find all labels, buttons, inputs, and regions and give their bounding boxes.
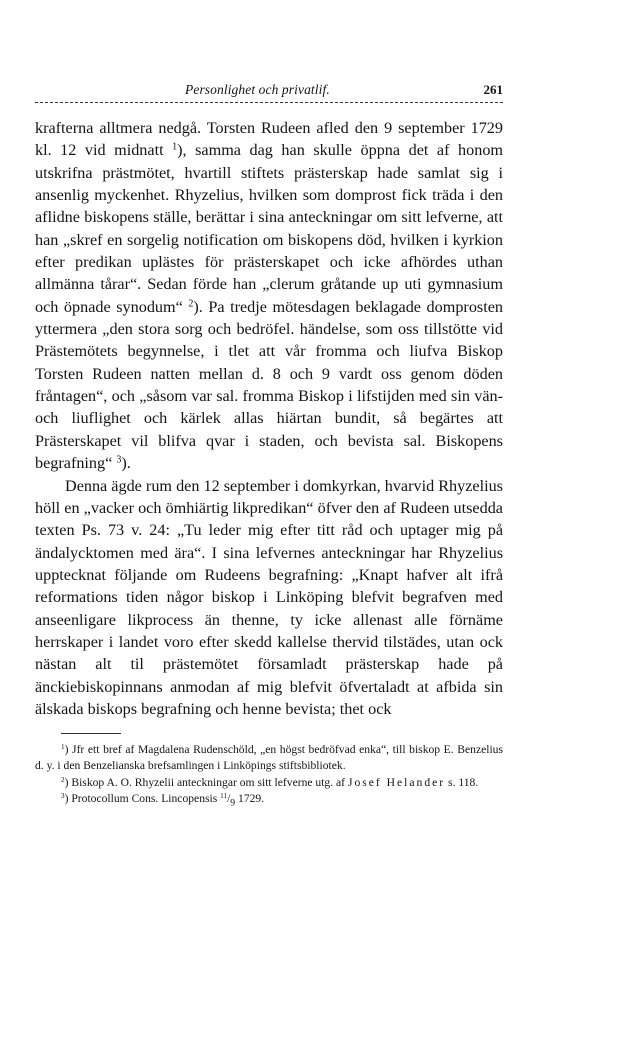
footnote-ref-1: 1 [172, 141, 178, 153]
footnote-1: $^1$) Jfr ett bref af Magdalena Rudenschöld, „en högst bedröfvad enka“, till biskop E. Benzelius d. y. i den Benzelianska brefsamlingen i Linköpings stiftsbibliotek. [35, 743, 503, 773]
footnote-ref-2: 2 [188, 298, 194, 310]
main-text [35, 117, 503, 720]
footnote-3: $^3$) Protocollum Cons. Lincopensis $^{11}/_9$ 1729. [61, 791, 265, 809]
footnote-separator [61, 733, 121, 734]
footnotes [35, 742, 503, 811]
header-rule [35, 102, 503, 103]
running-header [35, 80, 503, 102]
paragraph-2: Denna ägde rum den 12 september i domkyrkan, hvarvid Rhyzelius höll en „vacker och ömhiärtig likpredikan“ öfver den af Rudeen utsedda texten Ps. 73 v. 24: „Tu leder mig efter titt råd och uptager mig på ändalycktomen med ära“. I sina lefvernes anteckningar har Rhyzelius upptecknat följande om Rudeens begrafning: „Knapt hafver alt ifrå reformations tiden någor biskop i Linköping blefvit begrafven med anseenligare likprocess än thenne, ty icke allenast alle förnäme herrskaper i landet voro efter skedd kallelse thervid tilstädes, utan ock nästan alt til prästemötet församladt prästerskap hade på änckiebiskopinnans anmodan af mig blefvit öfvertaladt at afbida sin älskada biskops begrafning och henne bevista; thet ock [35, 476, 503, 718]
footnote-2-author: Josef Helander [347, 775, 446, 789]
page-number: 261 [483, 82, 503, 97]
paragraph-1: krafterna alltmera nedgå. Torsten Rudeen afled den 9 september 1729 kl. 12 vid midnatt $^1$), samma dag han skulle öppna det af honom utskrifna prästmötet, hvartill stiftets prästerskap hade samlat sig i ansenlig myckenhet. Rhyzelius, hvilken som domprost fick träda i den aflidne biskopens ställe, berättar i sina anteckningar om sitt lefverne, att han „skref en sorgelig notification om biskopens död, hvilken i kyrkion efter predikan uplästes för prästerskapet och icke afhördes uthan allmänna tårar“. Sedan förde han „clerum gråtande up uti gymnasium och öpnade synodum“ $^2$). Pa tredje mötesdagen beklagade domprosten yttermera „den stora sorg och bedröfel. händelse, som oss tillstötte vid Prästemötets begynnelse, i tlet att vår fromma och liufva Biskop Torsten Rudeen natten mellan d. 8 och 9 vardt oss genom döden fråntagen“, och „såsom var sal. fromma Biskop i lifstijden med sin vän- och liuflighet och kärlek allas hiärtan bundit, så begärtes att Prästerskapet vil blifva qvar i staden, och bevista sal. Biskopens begrafning“ $^3$). [35, 119, 504, 473]
footnote-ref-3: 3 [116, 454, 122, 466]
book-page [35, 80, 503, 811]
running-title: Personlighet och privatlif. [185, 82, 330, 97]
footnote-2: $^2$) Biskop A. O. Rhyzelii anteckningar om sitt lefverne utg. af Josef Helander s. 118. [61, 775, 479, 789]
